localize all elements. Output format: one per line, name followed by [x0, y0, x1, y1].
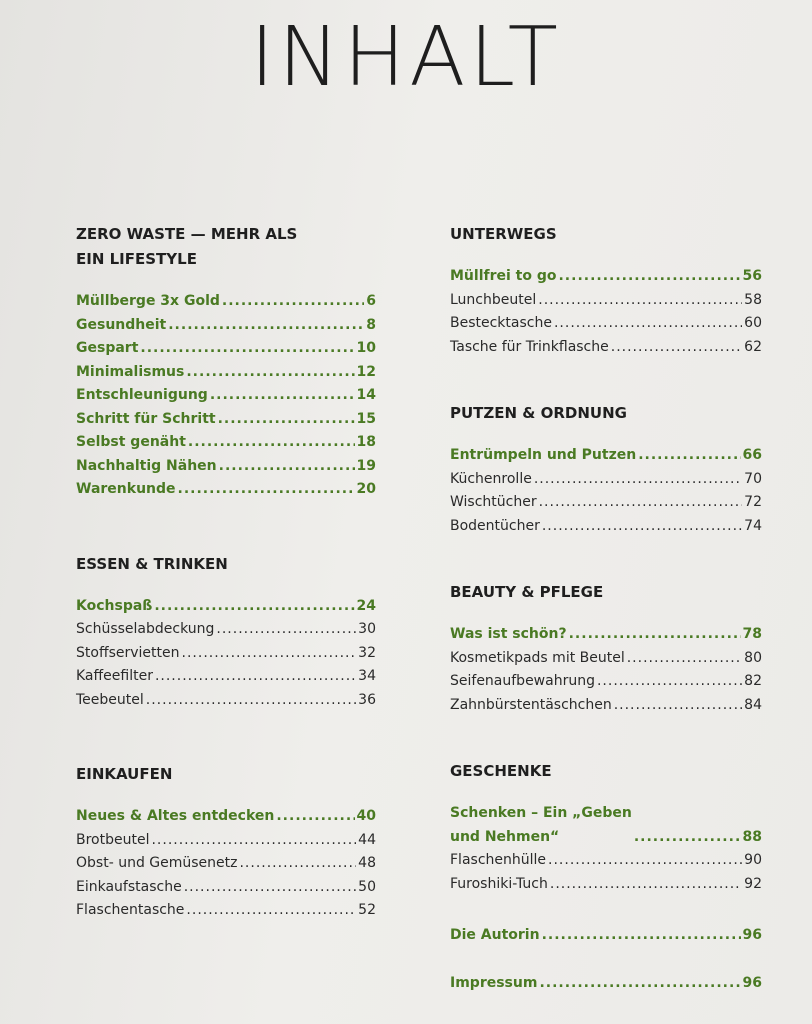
entry-title: Küchenrolle [450, 470, 532, 487]
entry-title: Stoffservietten [76, 644, 180, 661]
dot-leader [210, 384, 355, 408]
dot-leader [146, 689, 356, 713]
entry-title: Tasche für Trinkflasche [450, 338, 609, 355]
entry-title: Gesundheit [76, 316, 167, 333]
entry-title: Teebeutel [76, 691, 144, 708]
entry-list [76, 290, 376, 502]
section-heading: ESSEN & TRINKEN [76, 554, 228, 573]
toc-entry[interactable] [450, 849, 762, 873]
entry-title: Gespart [76, 340, 139, 356]
toc-entry-autorin[interactable] [450, 924, 762, 948]
entry-page: 62 [744, 338, 762, 355]
entry-list [450, 802, 762, 896]
toc-entry[interactable] [450, 694, 762, 718]
entry-list [76, 805, 376, 923]
entry-page: 66 [742, 447, 762, 463]
entry-list [450, 623, 762, 717]
dot-leader [151, 829, 356, 853]
toc-entry[interactable] [450, 265, 762, 289]
toc-entry[interactable] [450, 289, 762, 313]
entry-title: Kaffeefilter [76, 668, 153, 684]
entry-page: 88 [742, 828, 762, 845]
dot-leader [538, 289, 742, 313]
toc-entry[interactable] [76, 876, 376, 900]
page-title: INHALT [250, 10, 562, 105]
toc-entry[interactable] [76, 455, 376, 479]
entry-list [76, 595, 376, 713]
toc-entry[interactable] [76, 689, 376, 713]
toc-entry-impressum[interactable] [450, 972, 762, 996]
dot-leader [140, 337, 354, 361]
dot-leader [178, 478, 355, 502]
section-heading: EINKAUFEN [76, 765, 173, 783]
toc-entry[interactable] [76, 408, 376, 432]
toc-entry[interactable] [450, 336, 762, 360]
dot-leader [155, 665, 356, 689]
toc-entry[interactable] [450, 802, 762, 849]
entry-page: 48 [358, 855, 376, 871]
dot-leader [548, 849, 742, 873]
entry-page: 92 [744, 875, 762, 892]
entry-page: 70 [744, 470, 762, 487]
entry-page: 34 [358, 668, 376, 684]
dot-leader [219, 455, 355, 479]
toc-section-zero-waste [76, 222, 376, 502]
entry-title: Minimalismus [76, 363, 185, 380]
entry-page: 40 [356, 808, 376, 824]
toc-entry[interactable] [76, 337, 376, 361]
entry-page: 84 [744, 696, 762, 713]
dot-leader [614, 694, 742, 718]
entry-title: Bodentücher [450, 517, 540, 534]
dot-leader [184, 876, 356, 900]
toc-section-beauty-pflege [450, 580, 762, 717]
dot-leader [188, 431, 355, 455]
entry-page: 30 [358, 621, 376, 637]
toc-right-column [450, 222, 762, 995]
dot-leader [550, 873, 742, 897]
dot-leader [218, 408, 355, 432]
entry-title: Lunchbeutel [450, 291, 537, 308]
entry-title: Entrümpeln und Putzen [450, 447, 637, 463]
entry-title: Die Autorin [450, 927, 540, 943]
dot-leader [627, 647, 742, 671]
entry-title: Kosmetikpads mit Beutel [450, 649, 625, 666]
dot-leader [558, 265, 740, 289]
toc-entry[interactable] [76, 431, 376, 455]
entry-title: Müllfrei to go [450, 268, 557, 284]
entry-page: 80 [744, 649, 762, 666]
dot-leader [634, 826, 741, 850]
toc-entry[interactable] [450, 312, 762, 336]
toc-entry[interactable] [76, 478, 376, 502]
dot-leader [216, 618, 356, 642]
entry-page: 6 [366, 293, 376, 309]
section-heading: UNTERWEGS [450, 225, 557, 243]
entry-page: 96 [742, 927, 762, 943]
toc-entry[interactable] [76, 665, 376, 689]
entry-title: Nachhaltig Nähen [76, 457, 217, 474]
dot-leader [542, 515, 742, 539]
entry-title: Impressum [450, 974, 538, 991]
toc-entry[interactable] [76, 384, 376, 408]
entry-title: Neues & Altes entdecken [76, 808, 275, 824]
entry-page: 20 [356, 481, 376, 497]
toc-entry[interactable] [76, 829, 376, 853]
toc-section-putzen-ordnung [450, 401, 762, 538]
dot-leader [168, 314, 364, 338]
toc-section-geschenke [450, 759, 762, 896]
entry-page: 19 [356, 457, 376, 474]
entry-title: Flaschenhülle [450, 852, 547, 868]
entry-title: Müllberge 3x Gold [76, 293, 220, 309]
entry-page: 14 [356, 387, 376, 403]
entry-title: Obst- und Gemüsenetz [76, 855, 238, 871]
toc-entry[interactable] [76, 899, 376, 923]
toc-entry[interactable] [76, 290, 376, 314]
entry-title: Schenken – Ein „Geben und Nehmen“ [450, 805, 632, 845]
entry-page: 96 [742, 974, 762, 991]
toc-entry[interactable] [76, 595, 376, 619]
entry-title: Furoshiki-Tuch [450, 875, 548, 892]
section-heading: GESCHENKE [450, 762, 552, 780]
entry-page: 36 [358, 691, 376, 708]
entry-page: 12 [356, 363, 376, 380]
dot-leader [542, 924, 741, 948]
entry-title: Flaschentasche [76, 902, 185, 918]
dot-leader [239, 852, 356, 876]
section-heading: BEAUTY & PFLEGE [450, 583, 604, 601]
entry-page: 15 [356, 410, 376, 427]
entry-page: 72 [744, 494, 762, 510]
dot-leader [276, 805, 354, 829]
entry-list [450, 444, 762, 538]
entry-page: 50 [358, 878, 376, 895]
entry-list [450, 265, 762, 359]
entry-page: 56 [742, 268, 762, 284]
entry-page: 24 [356, 597, 376, 614]
entry-title: Schüsselabdeckung [76, 621, 215, 637]
entry-title: Wischtücher [450, 494, 537, 510]
dot-leader [611, 336, 742, 360]
toc-entry[interactable] [450, 873, 762, 897]
section-heading: ZERO WASTE — MEHR ALS EIN LIFESTYLE [76, 225, 298, 268]
dot-leader [186, 899, 356, 923]
toc-entry[interactable] [450, 670, 762, 694]
toc-entry[interactable] [76, 361, 376, 385]
entry-page: 60 [744, 315, 762, 331]
dot-leader [539, 491, 743, 515]
toc-entry[interactable] [76, 852, 376, 876]
toc-entry[interactable] [76, 642, 376, 666]
toc-entry[interactable] [450, 468, 762, 492]
toc-entry[interactable] [450, 491, 762, 515]
toc-entry[interactable] [450, 647, 762, 671]
entry-title: Zahnbürstentäschchen [450, 696, 612, 713]
dot-leader [182, 642, 357, 666]
dot-leader [569, 623, 741, 647]
dot-leader [186, 361, 354, 385]
toc-entry[interactable] [76, 314, 376, 338]
entry-page: 82 [744, 673, 762, 689]
entry-page: 52 [358, 902, 376, 918]
entry-title: Seifenaufbewahrung [450, 673, 595, 689]
toc-entry[interactable] [450, 515, 762, 539]
entry-page: 78 [742, 626, 762, 642]
entry-title: Kochspaß [76, 597, 153, 614]
toc-left-column [76, 222, 376, 923]
entry-title: Schritt für Schritt [76, 410, 216, 427]
dot-leader [638, 444, 740, 468]
entry-page: 44 [358, 831, 376, 848]
dot-leader [222, 290, 364, 314]
entry-title: Entschleunigung [76, 387, 208, 403]
section-heading: PUTZEN & ORDNUNG [450, 404, 627, 422]
entry-page: 90 [744, 852, 762, 868]
entry-title: Brotbeutel [76, 831, 150, 848]
entry-page: 74 [744, 517, 762, 534]
toc-section-einkaufen [76, 762, 376, 923]
toc-section-unterwegs [450, 222, 762, 359]
entry-page: 10 [356, 340, 376, 356]
toc-entry[interactable] [450, 623, 762, 647]
entry-page: 58 [744, 291, 762, 308]
dot-leader [597, 670, 742, 694]
entry-title: Selbst genäht [76, 434, 186, 450]
entry-page: 8 [366, 316, 376, 333]
toc-entry[interactable] [450, 444, 762, 468]
entry-title: Bestecktasche [450, 315, 552, 331]
entry-page: 18 [356, 434, 376, 450]
entry-page: 32 [358, 644, 376, 661]
dot-leader [554, 312, 742, 336]
dot-leader [539, 972, 740, 996]
entry-title: Warenkunde [76, 481, 176, 497]
dot-leader [154, 595, 354, 619]
toc-entry[interactable] [76, 805, 376, 829]
dot-leader [534, 468, 742, 492]
entry-title: Einkaufstasche [76, 878, 182, 895]
entry-title: Was ist schön? [450, 626, 567, 642]
toc-entry[interactable] [76, 618, 376, 642]
toc-section-essen-trinken [76, 552, 376, 713]
